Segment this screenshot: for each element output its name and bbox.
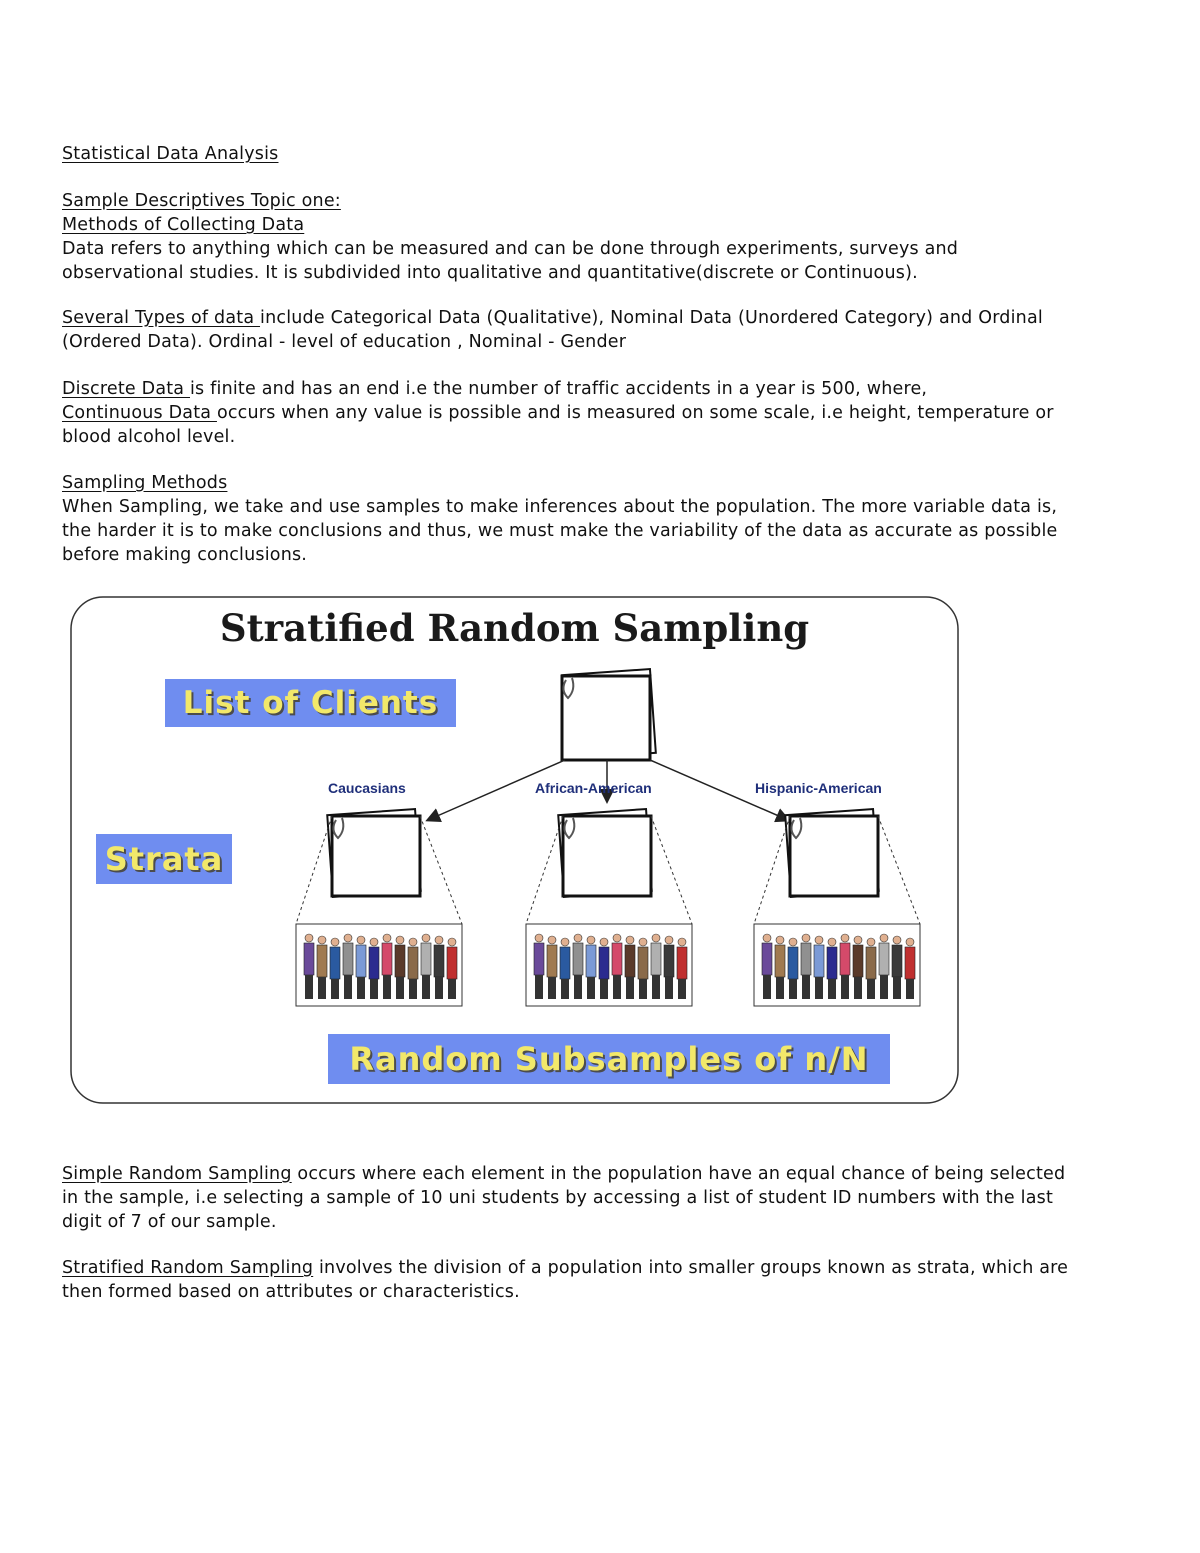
stratum-label-african-american: African-American [535,780,652,796]
simple-random-section [62,1162,1072,1234]
person-figure [762,934,772,999]
person-figure [638,938,648,999]
discrete-text: is finite and has an end i.e the number of traffic accidents in a year is 500, where, [190,379,928,399]
stratum-label-caucasians: Caucasians [328,780,406,796]
list-of-clients-label: List of Clients [165,679,456,727]
person-figure [547,936,557,999]
person-figure [369,938,379,999]
person-figure [664,936,674,999]
topic-section [62,189,1072,285]
continuous-text: occurs when any value is possible and is measured on some scale, i.e height, temperature or blood alcohol level. [62,403,1054,447]
people-group-3 [754,924,920,1006]
simple-random-text: occurs where each element in the population have an equal chance of being selected in the sample, i.e selecting a sample of 10 uni students by accessing a list of student ID numbers with the last digit of 7 of our sample. [62,1164,1066,1232]
person-figure [866,938,876,999]
person-figure [612,934,622,999]
person-figure [395,936,405,999]
discrete-heading: Discrete Data [62,379,190,399]
stratified-random-text: involves the division of a population into smaller groups known as strata, which are then formed based on attributes or characteristics. [62,1258,1069,1302]
person-figure [677,938,687,999]
person-figure [447,938,457,999]
person-figure [651,934,661,999]
list-document-icon [562,669,656,760]
person-figure [330,938,340,999]
person-figure [304,934,314,999]
person-figure [317,936,327,999]
person-figure [408,938,418,999]
people-group-2 [526,924,692,1006]
person-figure [801,934,811,999]
person-figure [586,936,596,999]
person-figure [599,938,609,999]
types-heading: Several Types of data [62,308,261,328]
figure-title: Stratified Random Sampling [219,606,810,650]
stratified-sampling-figure [70,596,959,1104]
sampling-text: When Sampling, we take and use samples to make inferences about the population. The more variable data is, the harder it is to make conclusions and thus, we must make the variability of the data as accurate as possible before making conclusions. [62,497,1058,565]
person-figure [573,934,583,999]
person-figure [788,938,798,999]
person-figure [814,936,824,999]
title-text: Statistical Data Analysis [62,144,279,164]
topic-heading: Sample Descriptives Topic one: [62,191,341,211]
person-figure [343,934,353,999]
discrete-continuous-section [62,377,1072,449]
person-figure [853,936,863,999]
continuous-heading: Continuous Data [62,403,217,423]
methods-heading: Methods of Collecting Data [62,215,305,235]
person-figure [905,938,915,999]
document-title [62,142,1072,166]
stratified-random-heading: Stratified Random Sampling [62,1258,314,1278]
data-definition: Data refers to anything which can be measured and can be done through experiments, surveys and observational studies. It is subdivided into qualitative and quantitative(discrete or Continuous). [62,239,959,283]
person-figure [827,938,837,999]
person-figure [534,934,544,999]
people-group-1 [296,924,462,1006]
sampling-section [62,471,1072,567]
person-figure [625,936,635,999]
person-figure [434,936,444,999]
person-figure [892,936,902,999]
person-figure [382,934,392,999]
stratum-label-hispanic-american: Hispanic-American [755,780,882,796]
person-figure [560,938,570,999]
person-figure [840,934,850,999]
types-section [62,306,1072,354]
stratum-document-icon-2 [558,809,652,897]
person-figure [421,934,431,999]
random-subsamples-label: Random Subsamples of n/N [328,1034,890,1084]
person-figure [356,936,366,999]
sampling-heading: Sampling Methods [62,473,228,493]
stratified-random-section [62,1256,1072,1304]
person-figure [775,936,785,999]
stratum-document-icon-3 [785,809,879,897]
stratum-document-icon-1 [327,809,421,897]
person-figure [879,934,889,999]
simple-random-heading: Simple Random Sampling [62,1164,292,1184]
strata-label: Strata [96,834,232,884]
types-text: include Categorical Data (Qualitative), Nominal Data (Unordered Category) and Ordinal (Ordered Data). Ordinal - level of education , Nominal - Gender [62,308,1043,352]
